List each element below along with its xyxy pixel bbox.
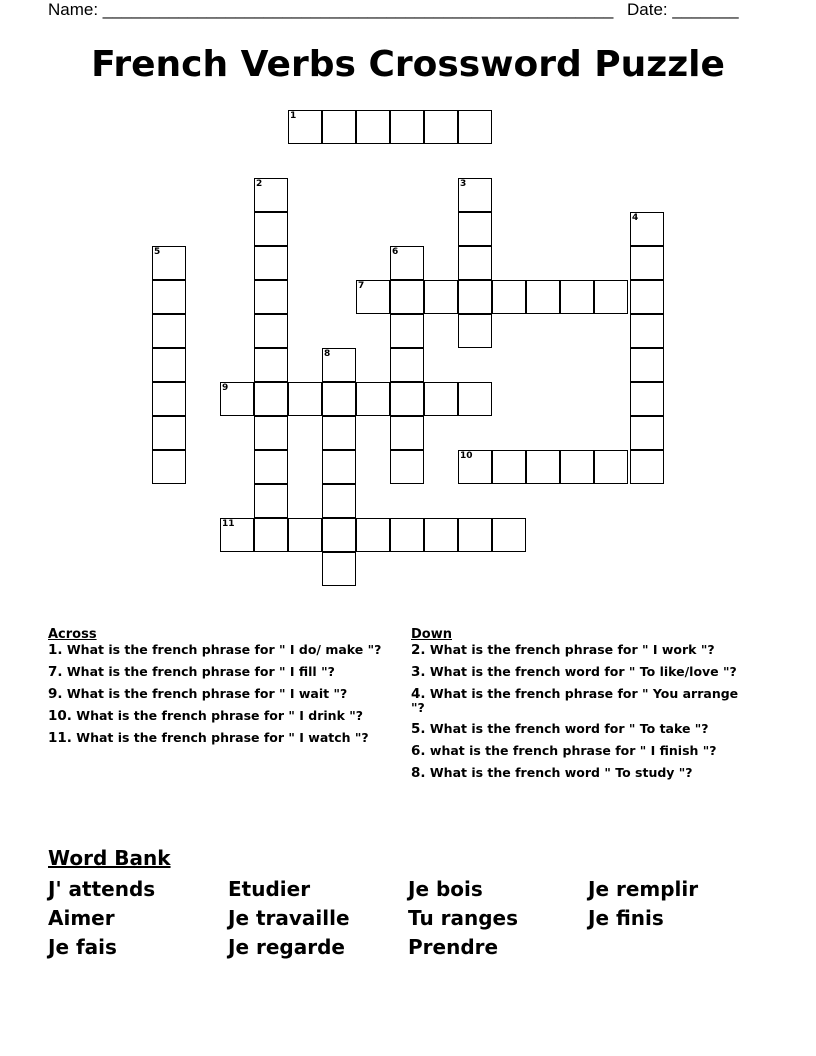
crossword-cell[interactable] <box>322 484 356 518</box>
word-bank-item: Aimer <box>48 906 115 930</box>
word-bank-item: Je travaille <box>228 906 350 930</box>
crossword-cell[interactable] <box>424 280 458 314</box>
crossword-cell[interactable] <box>390 518 424 552</box>
crossword-cell[interactable] <box>254 518 288 552</box>
clue-number-2: 2 <box>256 179 263 189</box>
across-clues <box>48 628 393 753</box>
crossword-cell[interactable] <box>390 450 424 484</box>
word-bank-item: Je remplir <box>588 877 699 901</box>
crossword-cell[interactable] <box>458 280 492 314</box>
crossword-cell[interactable] <box>458 110 492 144</box>
crossword-cell[interactable] <box>152 280 186 314</box>
crossword-cell[interactable] <box>152 314 186 348</box>
crossword-cell[interactable] <box>356 110 390 144</box>
word-bank-list <box>48 875 768 962</box>
down-heading: Down <box>411 627 452 642</box>
crossword-cell[interactable] <box>492 450 526 484</box>
clue-number-6: 6 <box>392 247 399 257</box>
crossword-cell[interactable] <box>630 450 664 484</box>
crossword-cell[interactable] <box>390 314 424 348</box>
crossword-cell[interactable] <box>288 382 322 416</box>
crossword-cell[interactable] <box>254 280 288 314</box>
crossword-cell[interactable] <box>390 348 424 382</box>
clue-across-7: 7. What is the french phrase for " I fill "? <box>48 664 335 680</box>
crossword-cell[interactable] <box>630 348 664 382</box>
crossword-cell[interactable] <box>458 212 492 246</box>
crossword-cell[interactable] <box>390 280 424 314</box>
crossword-cell[interactable] <box>458 382 492 416</box>
crossword-cell[interactable] <box>390 110 424 144</box>
crossword-cell[interactable] <box>322 382 356 416</box>
clue-number-10: 10 <box>460 451 473 461</box>
crossword-cell[interactable] <box>322 552 356 586</box>
crossword-cell[interactable] <box>424 110 458 144</box>
crossword-cell[interactable] <box>152 382 186 416</box>
word-bank-item: Tu ranges <box>408 906 519 930</box>
clue-across-11: 11. What is the french phrase for " I watch "? <box>48 730 369 746</box>
crossword-cell[interactable] <box>254 212 288 246</box>
crossword-cell[interactable] <box>254 348 288 382</box>
crossword-cell[interactable] <box>424 382 458 416</box>
clue-across-1: 1. What is the french phrase for " I do/ make "? <box>48 642 382 658</box>
crossword-cell[interactable] <box>322 416 356 450</box>
crossword-cell[interactable] <box>526 280 560 314</box>
down-clues <box>411 628 756 788</box>
clue-across-9: 9. What is the french phrase for " I wait "? <box>48 686 348 702</box>
crossword-cell[interactable] <box>152 450 186 484</box>
clue-down-5: 5. What is the french word for " To take "? <box>411 721 709 737</box>
word-bank-item: Je bois <box>408 877 483 901</box>
name-field-label: Name: ______________________________________________________ <box>48 0 614 19</box>
crossword-cell[interactable] <box>254 416 288 450</box>
word-bank-item: Je fais <box>48 935 117 959</box>
crossword-cell[interactable] <box>458 518 492 552</box>
crossword-cell[interactable] <box>594 280 628 314</box>
crossword-cell[interactable] <box>322 110 356 144</box>
clue-across-10: 10. What is the french phrase for " I drink "? <box>48 708 363 724</box>
date-field-label: Date: _______ <box>627 0 739 19</box>
crossword-cell[interactable] <box>254 314 288 348</box>
crossword-cell[interactable] <box>594 450 628 484</box>
crossword-cell[interactable] <box>560 450 594 484</box>
word-bank-title: Word Bank <box>48 846 171 870</box>
clue-down-3: 3. What is the french word for " To like/love "? <box>411 664 737 680</box>
crossword-cell[interactable] <box>288 518 322 552</box>
clue-number-7: 7 <box>358 281 365 291</box>
crossword-cell[interactable] <box>630 416 664 450</box>
clue-number-1: 1 <box>290 111 297 121</box>
crossword-cell[interactable] <box>254 382 288 416</box>
crossword-cell[interactable] <box>560 280 594 314</box>
clue-number-9: 9 <box>222 383 229 393</box>
crossword-cell[interactable] <box>356 382 390 416</box>
clue-number-4: 4 <box>632 213 639 223</box>
crossword-cell[interactable] <box>254 450 288 484</box>
clue-down-6: 6. what is the french phrase for " I finish "? <box>411 743 717 759</box>
clue-number-11: 11 <box>222 519 235 529</box>
crossword-cell[interactable] <box>630 246 664 280</box>
crossword-cell[interactable] <box>152 348 186 382</box>
page-title: French Verbs Crossword Puzzle <box>91 44 725 85</box>
crossword-cell[interactable] <box>254 246 288 280</box>
crossword-cell[interactable] <box>390 382 424 416</box>
crossword-cell[interactable] <box>356 518 390 552</box>
word-bank-item: Etudier <box>228 877 311 901</box>
crossword-cell[interactable] <box>458 246 492 280</box>
crossword-cell[interactable] <box>152 416 186 450</box>
word-bank-item: Prendre <box>408 935 499 959</box>
crossword-cell[interactable] <box>526 450 560 484</box>
word-bank-item: Je finis <box>588 906 664 930</box>
clue-down-4: 4. What is the french phrase for " You arrange "? <box>411 686 739 715</box>
crossword-cell[interactable] <box>322 518 356 552</box>
crossword-cell[interactable] <box>630 382 664 416</box>
crossword-cell[interactable] <box>492 280 526 314</box>
crossword-cell[interactable] <box>254 484 288 518</box>
crossword-cell[interactable] <box>322 450 356 484</box>
word-bank <box>48 845 768 962</box>
crossword-cell[interactable] <box>390 416 424 450</box>
across-heading: Across <box>48 627 97 642</box>
clue-down-2: 2. What is the french phrase for " I work "? <box>411 642 715 658</box>
word-bank-item: Je regarde <box>228 935 345 959</box>
crossword-cell[interactable] <box>492 518 526 552</box>
crossword-cell[interactable] <box>630 280 664 314</box>
word-bank-item: J' attends <box>48 877 156 901</box>
clue-number-5: 5 <box>154 247 161 257</box>
crossword-cell[interactable] <box>424 518 458 552</box>
crossword-cell[interactable] <box>630 314 664 348</box>
clue-down-8: 8. What is the french word " To study "? <box>411 765 693 781</box>
clue-number-8: 8 <box>324 349 331 359</box>
clue-number-3: 3 <box>460 179 467 189</box>
crossword-cell[interactable] <box>458 314 492 348</box>
